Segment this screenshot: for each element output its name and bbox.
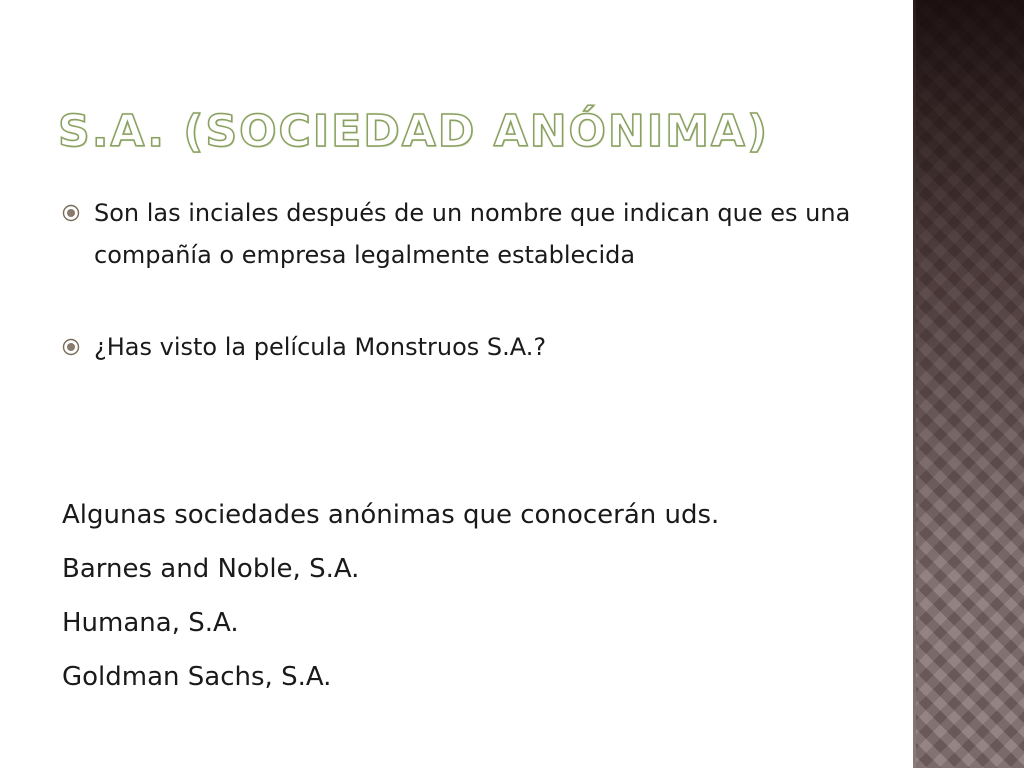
company-item: Humana, S.A. <box>62 608 239 638</box>
bullet-item <box>62 192 882 276</box>
bullet-list <box>62 192 882 368</box>
slide-title: S.A. (SOCIEDAD ANÓNIMA) <box>58 106 770 157</box>
company-item: Goldman Sachs, S.A. <box>62 662 332 692</box>
circle-bullet-icon <box>62 204 80 222</box>
company-item: Barnes and Noble, S.A. <box>62 554 360 584</box>
bullet-text: ¿Has visto la película Monstruos S.A.? <box>94 333 547 361</box>
company-list <box>62 488 882 704</box>
bullet-text: Son las inciales después de un nombre que indican que es una compañía o empresa legalmente establecida <box>94 199 851 269</box>
company-list-heading: Algunas sociedades anónimas que conocerán uds. <box>62 500 720 530</box>
bullet-item <box>62 326 882 368</box>
decorative-side-panel <box>913 0 1024 768</box>
circle-bullet-icon <box>62 338 80 356</box>
